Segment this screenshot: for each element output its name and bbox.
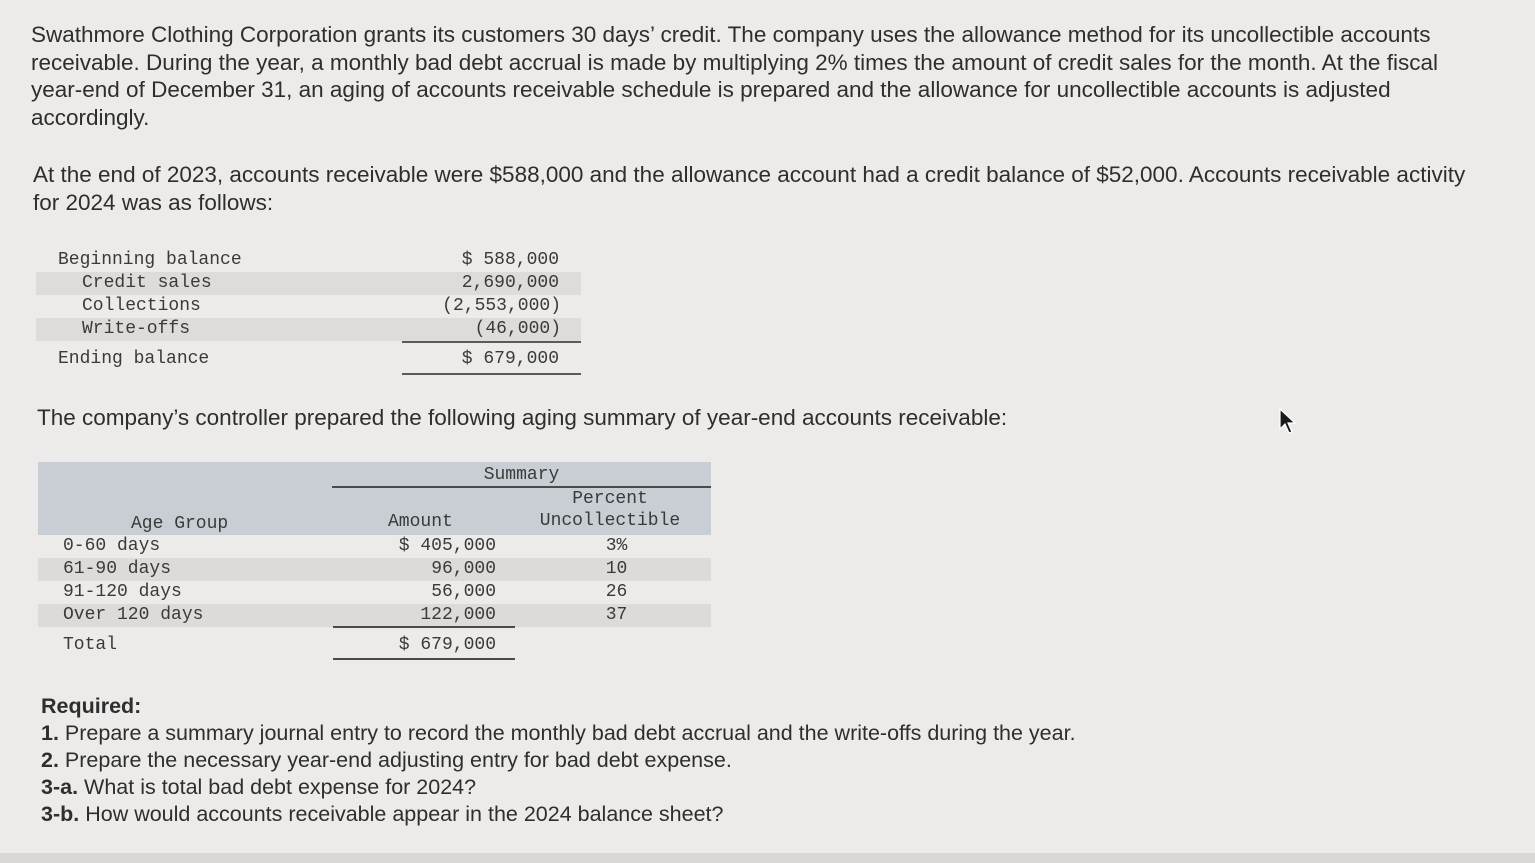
item-text: How would accounts receivable appear in the 2024 balance sheet? [79,802,724,826]
aging-table [38,462,711,657]
item-number: 3-a. [41,775,79,799]
item-number: 3-b. [41,802,80,826]
table-row [38,604,711,627]
activity-value: (46,000) [474,319,561,339]
activity-subtotal-rule [402,341,581,343]
aging-header [38,462,711,535]
age-group-header: Age Group [131,514,229,534]
intro-paragraph: Swathmore Clothing Corporation grants its customers 30 days’ credit. The company uses the allowance method for its uncollectible accounts receivable. During the year, a monthly bad debt accrual is made by multiplying 2% times the amount of credit sales for the month. At the fiscal year-end of December 31, an aging of accounts receivable schedule is prepared and the allowance for uncollectible accounts is adjusted accordingly. [31,22,1438,130]
aging-subtotal-rule [333,626,515,628]
activity-row-beginning [36,249,581,272]
percent-cell: 3% [605,536,628,556]
required-item-1 [41,720,1076,747]
activity-total-rule [402,373,581,375]
percent-cell: 10 [605,559,628,579]
total-row [38,634,711,657]
percent-cell: 37 [605,605,628,625]
amount-cell: 122,000 [420,605,496,625]
age-cell: Over 120 days [63,605,204,625]
required-section [41,693,1076,828]
amount-cell: 96,000 [431,559,496,579]
percent-cell: 26 [605,582,628,602]
required-item-3a [41,774,1076,801]
mouse-pointer-icon [1278,408,1296,439]
percent-header-line2: Uncollectible [539,511,681,531]
activity-label: Credit sales [82,273,212,293]
age-cell: 91-120 days [63,582,182,602]
activity-row-write-offs [36,318,581,341]
table-row [38,558,711,581]
aging-total-rule [333,658,515,660]
required-item-2 [41,747,1076,774]
activity-row-collections [36,295,581,318]
amount-cell: $ 405,000 [398,536,496,556]
bottom-edge [0,853,1535,863]
activity-label: Beginning balance [58,250,242,270]
percent-header-line1: Percent [572,489,648,509]
amount-header: Amount [388,512,453,532]
activity-value: $ 588,000 [461,250,559,270]
item-text: What is total bad debt expense for 2024? [78,775,477,799]
age-cell: 61-90 days [63,559,172,579]
activity-label: Collections [82,296,201,316]
item-text: Prepare a summary journal entry to record the monthly bad debt accrual and the write-offs during the year. [58,721,1076,745]
item-number: 2. [41,748,59,772]
total-amount: $ 679,000 [398,635,496,655]
activity-value: (2,553,000) [442,296,561,316]
activity-value: $ 679,000 [461,349,559,369]
activity-label: Write-offs [82,319,191,339]
total-label: Total [63,635,118,655]
activity-table [36,249,581,371]
required-item-3b [41,801,1076,828]
activity-row-ending [36,348,581,371]
amount-cell: 56,000 [431,582,496,602]
activity-label: Ending balance [58,349,210,369]
item-text: Prepare the necessary year-end adjusting entry for bad debt expense. [58,748,732,772]
table-row [38,581,711,604]
summary-header: Summary [483,465,560,485]
summary-rule [332,486,711,488]
required-heading: Required: [41,694,142,718]
activity-row-credit-sales [36,272,581,295]
context-paragraph: At the end of 2023, accounts receivable were $588,000 and the allowance account had a credit balance of $52,000. Accounts receivable activity for 2024 was as follows: [33,162,1466,215]
age-cell: 0-60 days [63,536,161,556]
table-row [38,535,711,558]
item-number: 1. [41,721,59,745]
activity-value: 2,690,000 [461,273,559,293]
aging-intro-paragraph: The company’s controller prepared the following aging summary of year-end accounts receivable: [37,405,1008,430]
